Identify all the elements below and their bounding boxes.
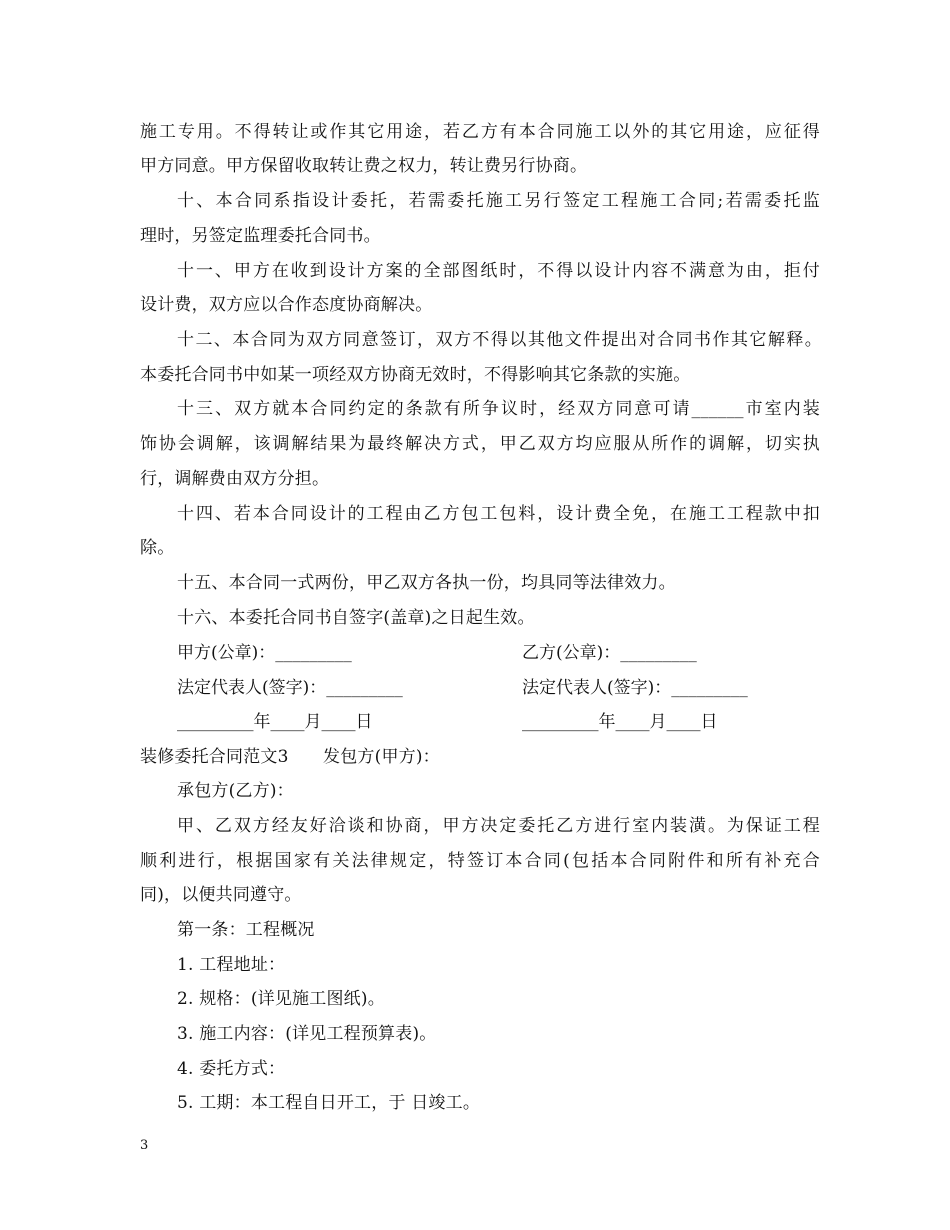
clause-15-line: 十五、本合同一式两份，甲乙双方各执一份，均具同等法律效力。 — [177, 573, 676, 593]
party-a-seal-field: 甲方(公章)：_________ — [177, 643, 352, 663]
paragraph-line: 本委托合同书中如某一项经双方协商无效时，不得影响其它条款的实施。 — [140, 365, 691, 385]
clause-13-line: 十三、双方就本合同约定的条款有所争议时，经双方同意可请______市室内装 — [177, 399, 820, 419]
list-item: 4. 委托方式： — [177, 1059, 286, 1079]
clause-11-line: 十一、甲方在收到设计方案的全部图纸时，不得以设计内容不满意为由，拒付 — [177, 261, 820, 281]
clause-14-line: 十四、若本合同设计的工程由乙方包工包料，设计费全免，在施工工程款中扣 — [177, 504, 820, 524]
list-item: 3. 施工内容：(详见工程预算表)。 — [177, 1024, 437, 1044]
paragraph-line: 同)，以便共同遵守。 — [140, 885, 302, 905]
article-1-heading: 第一条：工程概况 — [177, 920, 315, 940]
paragraph-line: 饰协会调解，该调解结果为最终解决方式，甲乙双方均应服从所作的调解，切实执 — [140, 434, 820, 454]
party-b-seal-field: 乙方(公章)：_________ — [522, 643, 697, 663]
paragraph-line: 设计费，双方应以合作态度协商解决。 — [140, 295, 433, 315]
paragraph-line: 施工专用。不得转让或作其它用途，若乙方有本合同施工以外的其它用途，应征得 — [140, 122, 820, 142]
party-a-representative-field: 法定代表人(签字)：_________ — [177, 678, 403, 698]
list-item: 5. 工期：本工程自日开工，于 日竣工。 — [177, 1093, 481, 1113]
intro-paragraph-line: 甲、乙双方经友好洽谈和协商，甲方决定委托乙方进行室内装潢。为保证工程 — [177, 816, 820, 836]
list-item: 2. 规格：(详见施工图纸)。 — [177, 989, 385, 1009]
paragraph-line: 顺利进行，根据国家有关法律规定，特签订本合同(包括本合同附件和所有补充合 — [140, 851, 820, 871]
contractor-line: 承包方(乙方)： — [177, 781, 294, 801]
paragraph-line: 行，调解费由双方分担。 — [140, 469, 330, 489]
party-b-date-field: _________年____月____日 — [522, 712, 718, 732]
clause-10-line: 十、本合同系指设计委托，若需委托施工另行签定工程施工合同;若需委托监 — [177, 191, 820, 211]
party-b-representative-field: 法定代表人(签字)：_________ — [522, 678, 748, 698]
paragraph-line: 除。 — [140, 538, 175, 558]
list-item: 1. 工程地址： — [177, 955, 286, 975]
clause-16-line: 十六、本委托合同书自签字(盖章)之日起生效。 — [177, 608, 535, 628]
paragraph-line: 理时，另签定监理委托合同书。 — [140, 226, 381, 246]
party-a-date-field: _________年____月____日 — [177, 712, 373, 732]
section-heading: 装修委托合同范文3 发包方(甲方)： — [140, 747, 440, 767]
page-number: 3 — [140, 1138, 149, 1153]
paragraph-line: 甲方同意。甲方保留收取转让费之权力，转让费另行协商。 — [140, 156, 588, 176]
clause-12-line: 十二、本合同为双方同意签订，双方不得以其他文件提出对合同书作其它解释。 — [177, 330, 822, 350]
